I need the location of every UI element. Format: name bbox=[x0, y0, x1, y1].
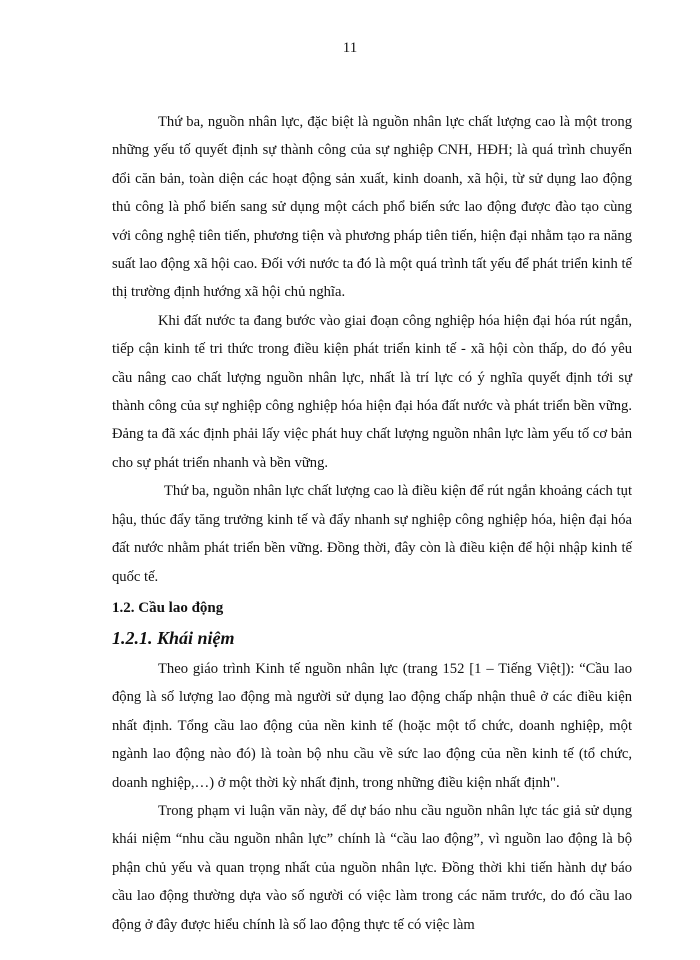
subsection-heading: 1.2.1. Khái niệm bbox=[112, 627, 235, 648]
paragraph: Thứ ba, nguồn nhân lực chất lượng cao là điều kiện để rút ngắn khoảng cách tụt hậu, thúc đẩy tăng trưởng kinh tế và đẩy nhanh sự nghiệp công nghiệp hóa, hiện đại hóa đất nước nhằm phát triển bền vững. Đồng thời, đây còn là điều kiện để hội nhập kinh tế quốc tế. bbox=[112, 483, 632, 585]
paragraph: Thứ ba, nguồn nhân lực, đặc biệt là nguồn nhân lực chất lượng cao là một trong những yếu tố quyết định sự thành công của sự nghiệp CNH, HĐH; là quá trình chuyển đổi căn bản, toàn diện các hoạt động sản xuất, kinh doanh, xã hội, từ sử dụng lao động thủ công là phổ biến sang sử dụng một cách phổ biến sức lao động được đào tạo cùng với công nghệ tiên tiến, phương tiện và phương pháp tiên tiến, hiện đại nhằm tạo ra năng suất lao động xã hội cao. Đối với nước ta đó là một quá trình tất yếu để phát triển kinh tế thị trường định hướng xã hội chủ nghĩa. bbox=[112, 114, 632, 301]
document-body bbox=[112, 108, 632, 939]
paragraph: Theo giáo trình Kinh tế nguồn nhân lực (trang 152 [1 – Tiếng Việt]): “Cầu lao động là số lượng lao động mà người sử dụng lao động chấp nhận thuê ở các điều kiện nhất định. Tổng cầu lao động của nền kinh tế (hoặc một tổ chức, doanh nghiệp, một ngành lao động nào đó) là toàn bộ nhu cầu về sức lao động của nền kinh tế (tổ chức, doanh nghiệp,…) ở một thời kỳ nhất định, trong những điều kiện nhất định". bbox=[112, 660, 632, 791]
page-number: 11 bbox=[342, 40, 358, 56]
section-heading: 1.2. Cầu lao động bbox=[112, 599, 224, 616]
paragraph: Khi đất nước ta đang bước vào giai đoạn công nghiệp hóa hiện đại hóa rút ngắn, tiếp cận kinh tế tri thức trong điều kiện phát triển kinh tế - xã hội còn thấp, do đó yêu cầu nâng cao chất lượng nguồn nhân lực, nhất là trí lực có ý nghĩa quyết định tới sự thành công của sự nghiệp công nghiệp hóa hiện đại hóa đất nước và phát triển bền vững. Đảng ta đã xác định phải lấy việc phát huy chất lượng nguồn nhân lực làm yếu tố cơ bản cho sự phát triển nhanh và bền vững. bbox=[112, 312, 632, 471]
paragraph: Trong phạm vi luận văn này, để dự báo nhu cầu nguồn nhân lực tác giả sử dụng khái niệm “nhu cầu nguồn nhân lực” chính là “cầu lao động”, vì nguồn lao động là bộ phận chủ yếu và quan trọng nhất của nguồn nhân lực. Đồng thời khi tiến hành dự báo cầu lao động thường dựa vào số người có việc làm trong các năm trước, do đó cầu lao động ở đây được hiểu chính là số lao động thực tế có việc làm bbox=[112, 802, 632, 933]
